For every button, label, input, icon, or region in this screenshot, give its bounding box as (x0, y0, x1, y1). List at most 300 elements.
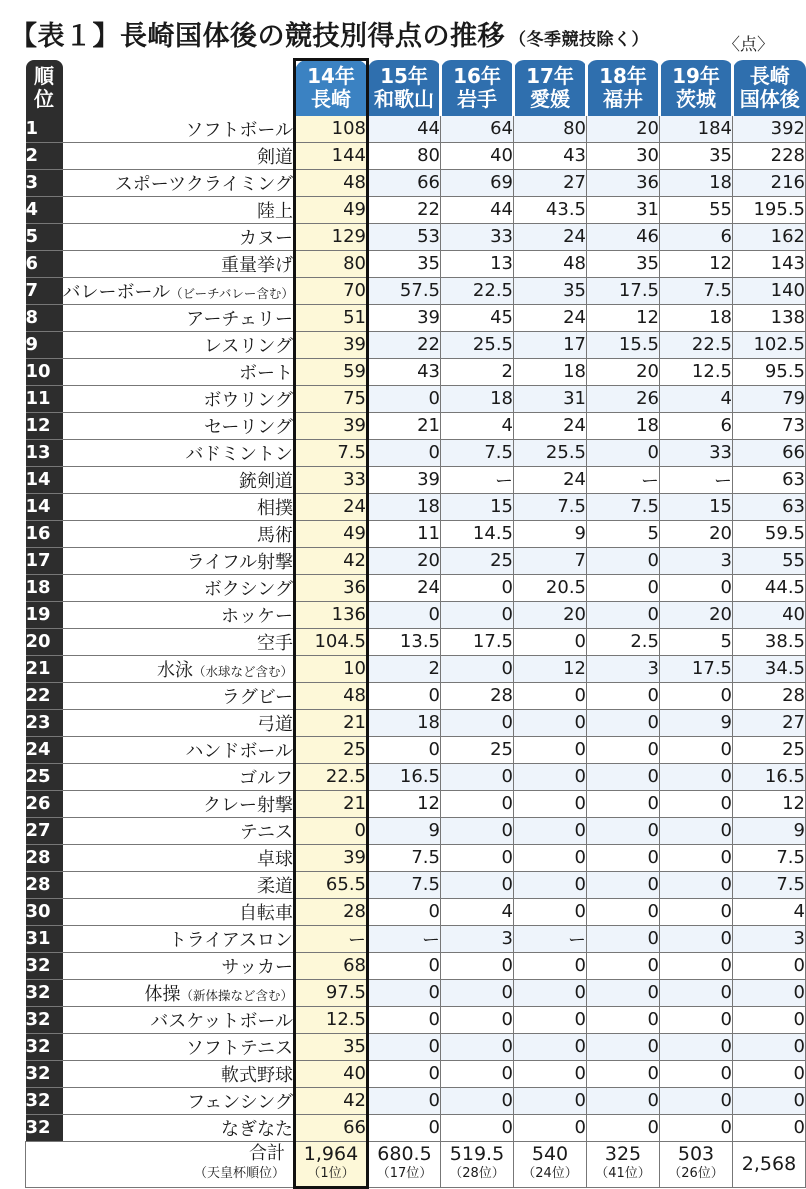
score-cell-highlight: 104.5 (295, 628, 368, 655)
title-subtitle: （冬季競技除く） (509, 30, 649, 50)
header-blank (63, 60, 295, 116)
score-cell: 0 (587, 1060, 660, 1087)
header-col-place: 福井 (603, 86, 643, 111)
sport-name-cell (63, 385, 295, 412)
score-cell: 38.5 (733, 628, 806, 655)
score-cell: 0 (514, 709, 587, 736)
score-cell: 4 (733, 898, 806, 925)
sport-name-cell (63, 1060, 295, 1087)
header-col-18 (587, 60, 660, 116)
sport-name-cell (63, 709, 295, 736)
score-cell: 43.5 (514, 196, 587, 223)
score-cell: 48 (514, 250, 587, 277)
header-col-year: 14年 (307, 64, 355, 89)
score-cell: 2.5 (587, 628, 660, 655)
table-row (26, 223, 806, 250)
score-cell: 3 (441, 925, 514, 952)
score-cell: 0 (514, 817, 587, 844)
score-cell: 7.5 (441, 439, 514, 466)
header-rank (26, 60, 63, 116)
score-cell: ー (368, 925, 441, 952)
score-cell: 0 (441, 1114, 514, 1141)
rank-cell: 5 (26, 223, 63, 250)
score-cell: 43 (368, 358, 441, 385)
rank-cell: 30 (26, 898, 63, 925)
score-cell: 0 (514, 790, 587, 817)
total-value: 519.5 (449, 1143, 505, 1165)
score-cell: 0 (441, 574, 514, 601)
score-cell: 0 (441, 709, 514, 736)
score-cell: 55 (733, 547, 806, 574)
table-row (26, 1087, 806, 1114)
total-cell (514, 1141, 587, 1187)
rank-cell: 3 (26, 169, 63, 196)
score-cell: 9 (733, 817, 806, 844)
score-cell: 45 (441, 304, 514, 331)
rank-cell: 2 (26, 142, 63, 169)
score-cell: 20 (660, 520, 733, 547)
score-cell-highlight: 48 (295, 682, 368, 709)
score-cell: 25.5 (514, 439, 587, 466)
score-cell: 0 (441, 952, 514, 979)
score-cell: 64 (441, 116, 514, 143)
score-cell: 0 (587, 601, 660, 628)
rank-cell: 28 (26, 871, 63, 898)
score-cell: ー (514, 925, 587, 952)
total-sublabel: （天皇杯順位） (193, 1166, 285, 1181)
score-cell: 0 (514, 898, 587, 925)
score-cell: 0 (514, 1006, 587, 1033)
total-value: 503 (677, 1143, 715, 1165)
score-cell-highlight: 49 (295, 196, 368, 223)
score-cell-highlight: 75 (295, 385, 368, 412)
header-col-15 (368, 60, 441, 116)
score-cell: 16.5 (733, 763, 806, 790)
header-col-place: 愛媛 (530, 86, 570, 111)
header-col-after (733, 60, 806, 116)
table-row (26, 682, 806, 709)
score-cell: 0 (441, 763, 514, 790)
sport-name-cell (63, 169, 295, 196)
score-cell-highlight: 39 (295, 412, 368, 439)
score-cell-highlight: 42 (295, 547, 368, 574)
score-cell: 0 (660, 871, 733, 898)
table-row (26, 466, 806, 493)
score-cell: 18 (368, 493, 441, 520)
table-row (26, 763, 806, 790)
score-cell: 3 (587, 655, 660, 682)
rank-cell: 24 (26, 736, 63, 763)
sport-name-cell (63, 601, 295, 628)
sport-name: 相撲 (257, 497, 293, 519)
header-rank-line1: 順 (34, 63, 54, 88)
score-cell: 18 (587, 412, 660, 439)
score-cell: 22 (368, 331, 441, 358)
score-cell: 12 (733, 790, 806, 817)
table-row (26, 871, 806, 898)
score-cell: 0 (660, 763, 733, 790)
total-cell (733, 1141, 806, 1187)
total-row (26, 1141, 806, 1187)
sport-name-cell (63, 682, 295, 709)
table-row (26, 385, 806, 412)
score-cell: 30 (587, 142, 660, 169)
score-cell-highlight: 33 (295, 466, 368, 493)
score-cell: 0 (514, 844, 587, 871)
rank-cell: 6 (26, 250, 63, 277)
score-cell: 7.5 (733, 871, 806, 898)
table-row (26, 520, 806, 547)
score-cell: 9 (368, 817, 441, 844)
score-cell: ー (587, 466, 660, 493)
sport-name: バレーボール (62, 281, 171, 303)
rank-cell: 32 (26, 979, 63, 1006)
score-cell-highlight: 59 (295, 358, 368, 385)
score-cell: 0 (660, 952, 733, 979)
rank-cell: 22 (26, 682, 63, 709)
header-col-place: 和歌山 (374, 86, 434, 111)
score-cell: 3 (660, 547, 733, 574)
table-row (26, 736, 806, 763)
rank-cell: 32 (26, 1087, 63, 1114)
score-cell: 0 (514, 682, 587, 709)
table-row (26, 1033, 806, 1060)
score-cell-highlight: 48 (295, 169, 368, 196)
score-cell: 0 (660, 898, 733, 925)
score-cell: 0 (587, 871, 660, 898)
score-cell: 63 (733, 466, 806, 493)
score-cell: 57.5 (368, 277, 441, 304)
score-cell: 0 (587, 574, 660, 601)
sport-name: 剣道 (257, 146, 293, 168)
score-cell: 184 (660, 116, 733, 143)
rank-cell: 4 (26, 196, 63, 223)
header-col-17 (514, 60, 587, 116)
score-cell: 0 (587, 736, 660, 763)
score-cell: 7.5 (368, 871, 441, 898)
score-cell: 0 (587, 439, 660, 466)
sport-name: セーリング (204, 416, 293, 438)
score-cell: 43 (514, 142, 587, 169)
rank-cell: 28 (26, 844, 63, 871)
score-cell: 0 (368, 979, 441, 1006)
sport-note: （水球など含む） (192, 663, 293, 679)
score-cell: 12 (660, 250, 733, 277)
sport-name-cell (63, 628, 295, 655)
sport-name: 空手 (257, 632, 293, 654)
header-col-16 (441, 60, 514, 116)
score-cell: 4 (441, 412, 514, 439)
header-col-year: 16年 (453, 63, 501, 88)
score-cell: 33 (660, 439, 733, 466)
score-cell: 0 (514, 763, 587, 790)
score-cell: 36 (587, 169, 660, 196)
score-cell: 0 (368, 385, 441, 412)
score-cell: 25.5 (441, 331, 514, 358)
total-value: 1,964 (303, 1142, 359, 1165)
score-cell: 195.5 (733, 196, 806, 223)
score-cell: 0 (587, 1006, 660, 1033)
score-cell: 0 (514, 1033, 587, 1060)
score-cell: 31 (514, 385, 587, 412)
score-cell-highlight: 66 (295, 1114, 368, 1141)
score-cell: 0 (587, 979, 660, 1006)
score-cell: 0 (587, 952, 660, 979)
rank-cell: 13 (26, 439, 63, 466)
score-cell: 228 (733, 142, 806, 169)
sport-name-cell (63, 1087, 295, 1114)
score-cell: 44 (441, 196, 514, 223)
score-cell: 0 (587, 709, 660, 736)
rank-cell: 7 (26, 277, 63, 304)
score-cell: 80 (514, 116, 587, 143)
score-cell: 13.5 (368, 628, 441, 655)
table-row (26, 655, 806, 682)
sport-name-cell (63, 844, 295, 871)
score-cell: 13 (441, 250, 514, 277)
score-cell: 0 (587, 790, 660, 817)
rank-cell: 27 (26, 817, 63, 844)
score-cell: 17.5 (587, 277, 660, 304)
sport-name: ボウリング (203, 389, 293, 411)
score-cell: 7.5 (660, 277, 733, 304)
score-cell: 216 (733, 169, 806, 196)
table-row (26, 277, 806, 304)
table-row (26, 250, 806, 277)
score-cell-highlight: 40 (295, 1060, 368, 1087)
score-cell: 18 (660, 169, 733, 196)
header-col-place: 長崎 (311, 87, 351, 112)
score-cell: 24 (514, 412, 587, 439)
score-cell: 69 (441, 169, 514, 196)
table-row (26, 844, 806, 871)
sport-note: （ビーチバレー含む） (170, 285, 294, 301)
sport-name-cell (63, 925, 295, 952)
score-cell: 0 (733, 1087, 806, 1114)
score-cell: 44.5 (733, 574, 806, 601)
sport-name-cell (63, 871, 295, 898)
score-cell: 0 (587, 547, 660, 574)
score-cell: 20 (368, 547, 441, 574)
score-cell: 17.5 (660, 655, 733, 682)
rank-cell: 31 (26, 925, 63, 952)
score-cell-highlight: 35 (295, 1033, 368, 1060)
score-cell: 0 (368, 682, 441, 709)
table-row (26, 304, 806, 331)
score-cell: 25 (441, 547, 514, 574)
score-cell: 0 (441, 1087, 514, 1114)
score-cell-highlight: 97.5 (295, 979, 368, 1006)
table-row (26, 412, 806, 439)
rank-cell: 21 (26, 655, 63, 682)
rank-cell: 32 (26, 1006, 63, 1033)
rank-cell: 17 (26, 547, 63, 574)
header-col-year: 17年 (526, 63, 574, 88)
table-row (26, 817, 806, 844)
sport-name-cell (63, 655, 295, 682)
score-cell: 5 (587, 520, 660, 547)
score-cell: 0 (441, 1033, 514, 1060)
score-cell: 0 (441, 790, 514, 817)
sport-name-cell (63, 142, 295, 169)
table-row (26, 790, 806, 817)
score-cell: 7.5 (587, 493, 660, 520)
table-row (26, 358, 806, 385)
score-cell: 44 (368, 116, 441, 143)
table-row (26, 628, 806, 655)
score-cell: ー (441, 466, 514, 493)
score-cell: 0 (368, 898, 441, 925)
total-cell (660, 1141, 733, 1187)
score-cell: 22.5 (660, 331, 733, 358)
score-cell: 0 (441, 1006, 514, 1033)
sport-name: ライフル射撃 (186, 551, 293, 573)
sport-name-cell (63, 116, 295, 143)
score-cell: 73 (733, 412, 806, 439)
score-cell: 0 (733, 1060, 806, 1087)
score-cell: 12 (368, 790, 441, 817)
score-cell: 6 (660, 412, 733, 439)
sport-name-cell (63, 1006, 295, 1033)
sport-name-cell (63, 304, 295, 331)
score-cell: 17.5 (441, 628, 514, 655)
rank-cell: 10 (26, 358, 63, 385)
rank-cell: 18 (26, 574, 63, 601)
score-cell-highlight: 39 (295, 844, 368, 871)
score-cell: 4 (660, 385, 733, 412)
score-cell: 20 (587, 358, 660, 385)
sport-name-cell (63, 817, 295, 844)
score-cell: 33 (441, 223, 514, 250)
score-cell: 7 (514, 547, 587, 574)
score-cell-highlight: 51 (295, 304, 368, 331)
header-col-place: 国体後 (739, 86, 800, 111)
score-cell-highlight: ー (295, 925, 368, 952)
rank-cell: 9 (26, 331, 63, 358)
score-cell: 140 (733, 277, 806, 304)
score-cell-highlight: 108 (295, 116, 368, 143)
score-cell: 95.5 (733, 358, 806, 385)
score-cell-highlight: 80 (295, 250, 368, 277)
sport-name: 弓道 (257, 713, 293, 735)
score-cell: 24 (514, 223, 587, 250)
sport-name: 体操 (144, 983, 181, 1005)
sport-name-cell (63, 493, 295, 520)
sport-name-cell (63, 898, 295, 925)
score-cell: 0 (441, 871, 514, 898)
score-cell: 7.5 (733, 844, 806, 871)
score-cell: 0 (587, 817, 660, 844)
score-cell-highlight: 49 (295, 520, 368, 547)
sport-name-cell (63, 223, 295, 250)
unit-label: 〈点〉 (723, 35, 774, 55)
total-rank: （28位） (449, 1166, 505, 1181)
score-cell: 66 (733, 439, 806, 466)
score-cell: 0 (660, 1006, 733, 1033)
sport-name: クレー射撃 (203, 794, 293, 816)
header-row (26, 60, 806, 116)
header-col-year: 長崎 (749, 63, 790, 88)
sport-name: 自転車 (239, 902, 293, 924)
score-cell-highlight: 10 (295, 655, 368, 682)
score-cell: 0 (660, 574, 733, 601)
score-cell-highlight: 25 (295, 736, 368, 763)
score-cell: 0 (514, 979, 587, 1006)
score-cell: 0 (368, 1033, 441, 1060)
score-cell: 0 (660, 817, 733, 844)
score-cell: 9 (514, 520, 587, 547)
table-row (26, 979, 806, 1006)
score-cell: 0 (514, 628, 587, 655)
sport-name-cell (63, 952, 295, 979)
sport-note: （新体操など含む） (180, 987, 293, 1003)
score-cell: 35 (660, 142, 733, 169)
score-cell: 0 (660, 1087, 733, 1114)
score-cell: 27 (733, 709, 806, 736)
header-col-place: 岩手 (457, 86, 497, 111)
table-title (10, 14, 649, 53)
header-col-year: 19年 (672, 63, 720, 88)
title-text: 【表１】長崎国体後の競技別得点の推移 (10, 21, 505, 52)
sport-name: バスケットボール (150, 1010, 293, 1032)
score-cell: 0 (441, 817, 514, 844)
table-row (26, 574, 806, 601)
score-cell: 12 (514, 655, 587, 682)
score-cell: 0 (368, 1087, 441, 1114)
score-cell-highlight: 21 (295, 709, 368, 736)
score-cell: 0 (514, 1087, 587, 1114)
score-cell: 22.5 (441, 277, 514, 304)
rank-cell: 32 (26, 1114, 63, 1141)
sport-name: 陸上 (257, 200, 293, 222)
table-body (26, 116, 806, 1142)
score-cell: 28 (441, 682, 514, 709)
score-cell: 4 (441, 898, 514, 925)
score-cell: 0 (441, 601, 514, 628)
score-cell: 40 (441, 142, 514, 169)
sport-name-cell (63, 250, 295, 277)
total-rank: （41位） (595, 1166, 651, 1181)
score-cell: 0 (587, 844, 660, 871)
score-cell: 15.5 (587, 331, 660, 358)
score-cell: 0 (660, 790, 733, 817)
score-cell: 80 (368, 142, 441, 169)
score-cell: 31 (587, 196, 660, 223)
sport-name-cell (63, 736, 295, 763)
score-cell: 0 (660, 844, 733, 871)
rank-cell: 16 (26, 520, 63, 547)
sport-name: テニス (239, 821, 293, 843)
total-value: 680.5 (377, 1143, 432, 1165)
rank-cell: 23 (26, 709, 63, 736)
sport-name-cell (63, 547, 295, 574)
score-cell: 0 (587, 898, 660, 925)
score-cell: 392 (733, 116, 806, 143)
score-cell: 11 (368, 520, 441, 547)
score-cell: 5 (660, 628, 733, 655)
table-row (26, 1006, 806, 1033)
score-cell: 35 (587, 250, 660, 277)
score-cell: 0 (733, 1114, 806, 1141)
score-cell: 0 (514, 736, 587, 763)
score-cell: 27 (514, 169, 587, 196)
score-cell-highlight: 129 (295, 223, 368, 250)
score-cell: 24 (514, 466, 587, 493)
score-cell: 138 (733, 304, 806, 331)
score-cell: 25 (733, 736, 806, 763)
total-label: 合計 (249, 1143, 285, 1164)
score-cell: 79 (733, 385, 806, 412)
